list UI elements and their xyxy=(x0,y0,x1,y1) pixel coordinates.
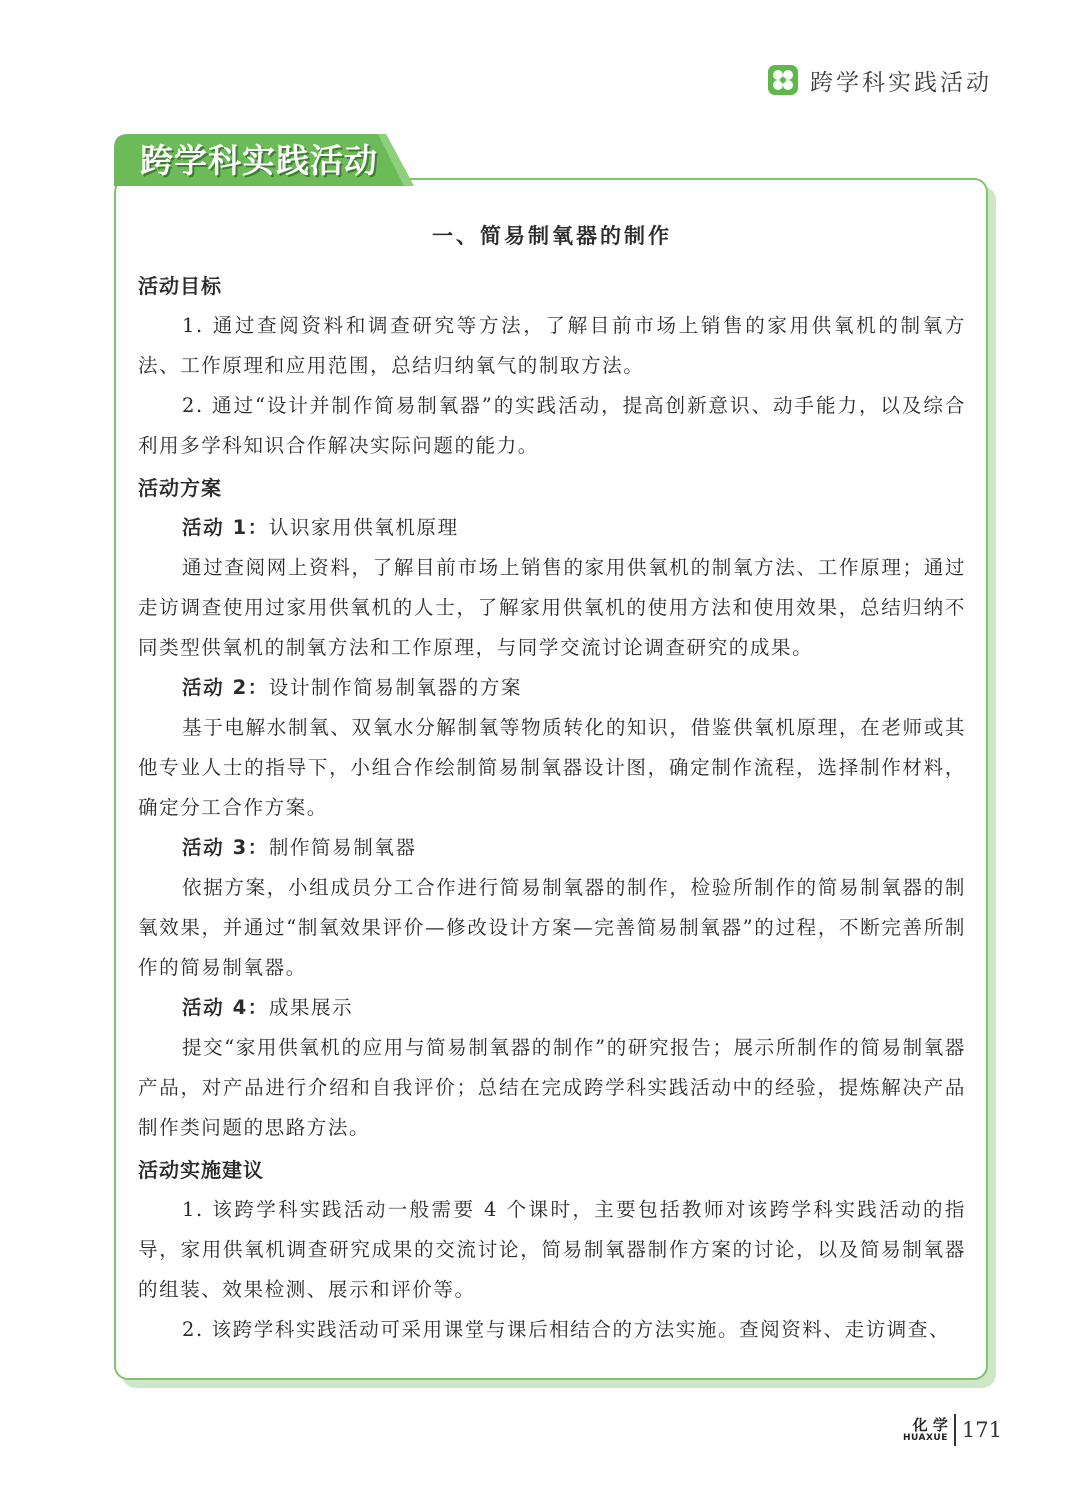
activity-label: 活动 2： xyxy=(182,676,269,699)
activity-title: 制作简易制氧器 xyxy=(268,836,417,859)
subject-pinyin: HUAXUE xyxy=(902,1432,948,1443)
subject-name: 化 学 xyxy=(912,1415,948,1434)
activity-title: 成果展示 xyxy=(268,996,354,1019)
activity-2-heading xyxy=(138,668,966,708)
running-head-title: 跨学科实践活动 xyxy=(810,69,992,96)
plan-heading: 活动方案 xyxy=(138,476,222,500)
activity-2-body: 基于电解水制氧、双氧水分解制氧等物质转化的知识，借鉴供氧机原理，在老师或其他专业人士的指导下，小组合作绘制简易制氧器设计图，确定制作流程，选择制作材料，确定分工合作方案。 xyxy=(138,716,966,819)
activity-4-body: 提交“家用供氧机的应用与简易制氧器的制作”的研究报告；展示所制作的简易制氧器产品，对产品进行介绍和自我评价；总结在完成跨学科实践活动中的经验，提炼解决产品制作类问题的思路方法。 xyxy=(138,1036,966,1139)
section-tab xyxy=(114,132,416,188)
activity-1-heading xyxy=(138,508,966,548)
page-footer xyxy=(903,1412,1002,1448)
footer-divider xyxy=(954,1414,956,1446)
page-number: 171 xyxy=(961,1418,1002,1442)
section-tab-label: 跨学科实践活动 xyxy=(140,141,378,180)
activity-label: 活动 3： xyxy=(182,836,269,859)
goal-item: 2. 通过“设计并制作简易制氧器”的实践活动，提高创新意识、动手能力，以及综合利用多学科知识合作解决实际问题的能力。 xyxy=(138,394,966,457)
subject-mark xyxy=(903,1417,948,1444)
suggestion-item: 2. 该跨学科实践活动可采用课堂与课后相结合的方法实施。查阅资料、走访调查、 xyxy=(182,1318,951,1341)
activity-title: 设计制作简易制氧器的方案 xyxy=(268,676,523,699)
activity-4-heading xyxy=(138,988,966,1028)
flower-icon xyxy=(768,65,798,95)
running-head xyxy=(768,62,992,98)
suggestion-item: 1. 该跨学科实践活动一般需要 4 个课时，主要包括教师对该跨学科实践活动的指导，家用供氧机调查研究成果的交流讨论，简易制氧器制作方案的讨论，以及简易制氧器的组装、效果检测、展示和评价等。 xyxy=(138,1198,966,1301)
activity-label: 活动 4： xyxy=(182,996,269,1019)
activity-title: 认识家用供氧机原理 xyxy=(268,516,459,539)
suggestions-heading: 活动实施建议 xyxy=(138,1158,264,1182)
activity-3-body: 依据方案，小组成员分工合作进行简易制氧器的制作，检验所制作的简易制氧器的制氧效果，并通过“制氧效果评价—修改设计方案—完善简易制氧器”的过程，不断完善所制作的简易制氧器。 xyxy=(138,876,966,979)
goal-item: 1. 通过查阅资料和调查研究等方法，了解目前市场上销售的家用供氧机的制氧方法、工作原理和应用范围，总结归纳氧气的制取方法。 xyxy=(138,314,966,377)
activity-3-heading xyxy=(138,828,966,868)
section-title: 一、简易制氧器的制作 xyxy=(432,224,672,248)
activity-1-body: 通过查阅网上资料，了解目前市场上销售的家用供氧机的制氧方法、工作原理；通过走访调查使用过家用供氧机的人士，了解家用供氧机的使用方法和使用效果，总结归纳不同类型供氧机的制氧方法和工作原理，与同学交流讨论调查研究的成果。 xyxy=(138,556,966,659)
activity-label: 活动 1： xyxy=(182,516,269,539)
goals-heading: 活动目标 xyxy=(138,274,222,298)
page-content xyxy=(138,212,966,1350)
